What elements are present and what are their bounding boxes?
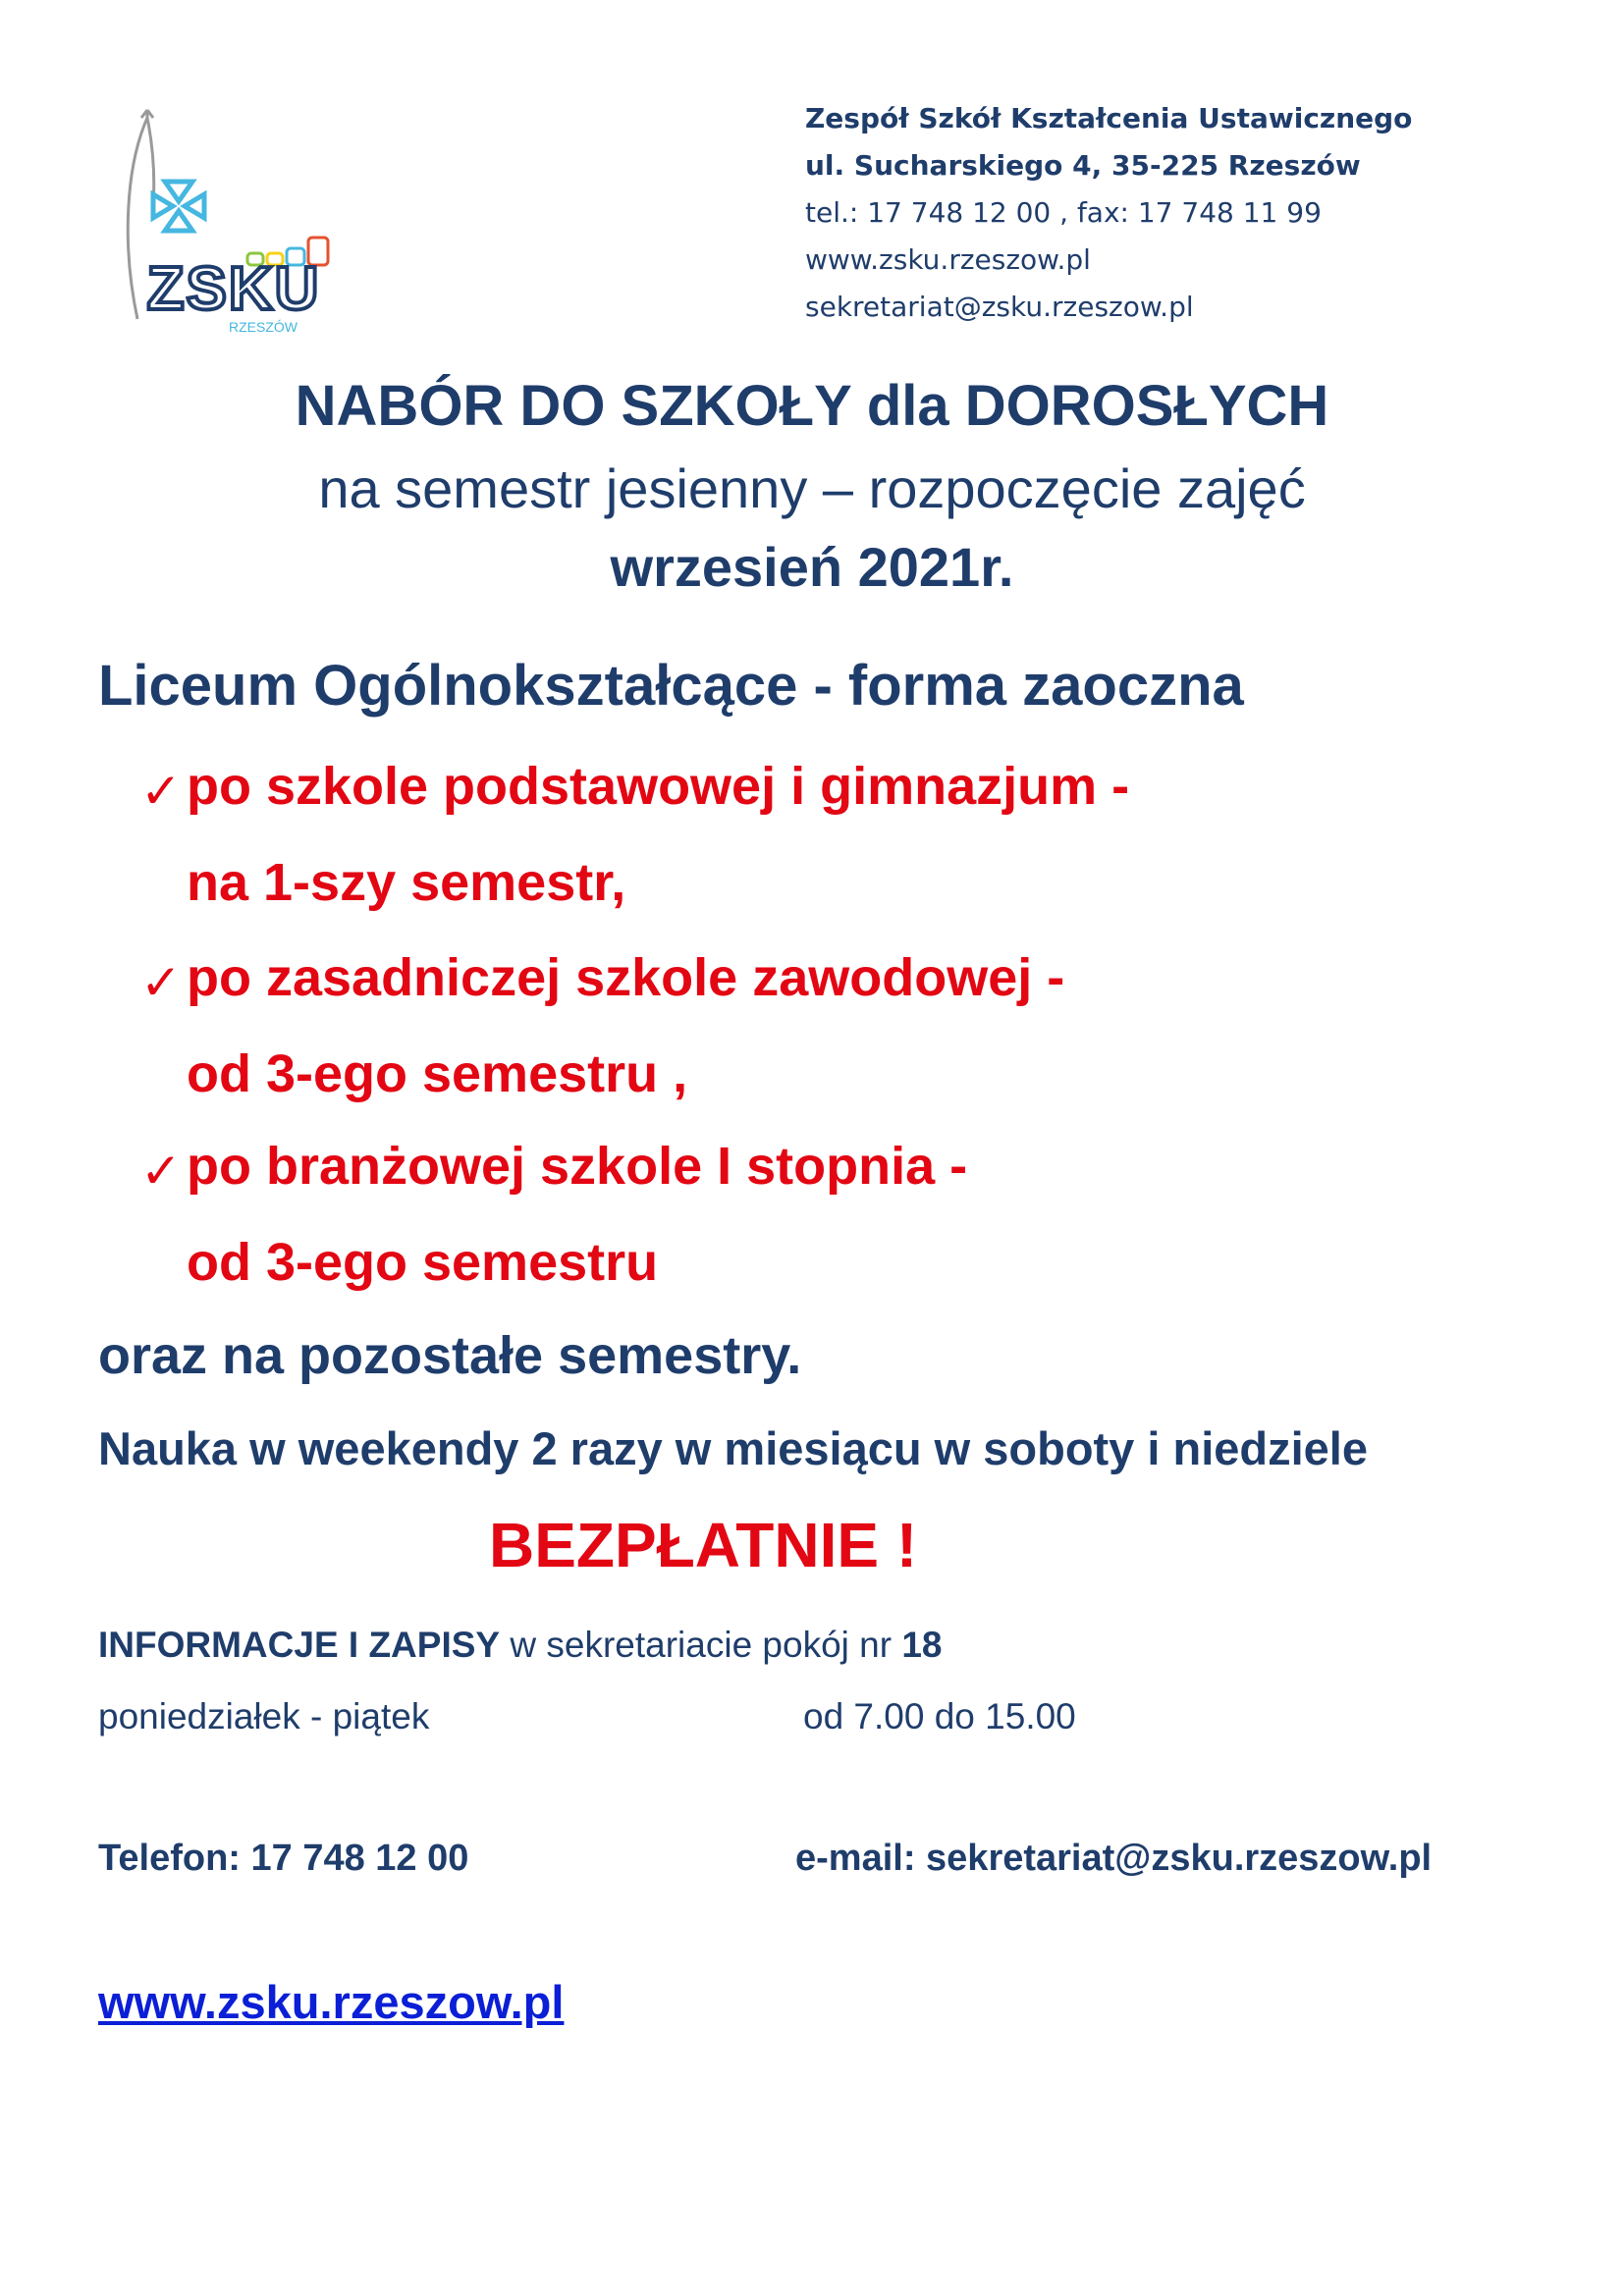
- program-heading: Liceum Ogólnokształcące - forma zaoczna: [98, 654, 1244, 718]
- page-subtitle: na semestr jesienny – rozpoczęcie zajęć: [318, 457, 1306, 519]
- info-room-text: w sekretariacie pokój nr: [500, 1625, 902, 1665]
- info-line: [98, 1625, 943, 1666]
- info-hours: od 7.00 do 15.00: [803, 1696, 1076, 1736]
- program-item-2-line1: po zasadniczej szkole zawodowej -: [187, 948, 1065, 1007]
- program-item-1-line2: na 1-szy semestr,: [187, 853, 626, 912]
- check-icon: ✓: [140, 763, 182, 820]
- header-phone-fax: tel.: 17 748 12 00 , fax: 17 748 11 99: [805, 196, 1322, 229]
- header-website: www.zsku.rzeszow.pl: [805, 243, 1091, 276]
- check-icon: ✓: [140, 1143, 182, 1200]
- info-label: INFORMACJE I ZAPISY: [98, 1625, 501, 1665]
- program-item-1-line1: po szkole podstawowej i gimnazjum -: [187, 757, 1130, 816]
- info-days: poniedziałek - piątek: [98, 1696, 430, 1736]
- logo-sail-outline: [128, 118, 147, 319]
- page-title: NABÓR DO SZKOŁY dla DOROSŁYCH: [295, 374, 1329, 438]
- check-icon: ✓: [140, 954, 182, 1011]
- logo-cross-icon: [153, 182, 204, 231]
- free-badge: BEZPŁATNIE !: [489, 1510, 918, 1580]
- page-date: wrzesień 2021r.: [610, 536, 1014, 598]
- contact-email[interactable]: e-mail: sekretariat@zsku.rzeszow.pl: [795, 1838, 1433, 1879]
- header-school-name: Zespół Szkół Kształcenia Ustawicznego: [805, 102, 1413, 134]
- info-room-number: 18: [901, 1625, 943, 1665]
- contact-phone: Telefon: 17 748 12 00: [98, 1838, 469, 1879]
- logo-subtitle: RZESZÓW: [229, 319, 298, 335]
- zsku-logo: [108, 108, 353, 339]
- remaining-semesters: oraz na pozostałe semestry.: [98, 1326, 802, 1385]
- program-item-2-line2: od 3-ego semestru ,: [187, 1044, 688, 1103]
- schedule-note: Nauka w weekendy 2 razy w miesiącu w soboty i niedziele: [98, 1422, 1369, 1474]
- header-email: sekretariat@zsku.rzeszow.pl: [805, 291, 1194, 323]
- header-address: ul. Sucharskiego 4, 35-225 Rzeszów: [805, 149, 1361, 182]
- logo-wordmark: ZSKU: [146, 255, 321, 323]
- website-link[interactable]: www.zsku.rzeszow.pl: [98, 1976, 565, 2028]
- program-item-3-line1: po branżowej szkole I stopnia -: [187, 1137, 968, 1196]
- program-item-3-line2: od 3-ego semestru: [187, 1233, 659, 1292]
